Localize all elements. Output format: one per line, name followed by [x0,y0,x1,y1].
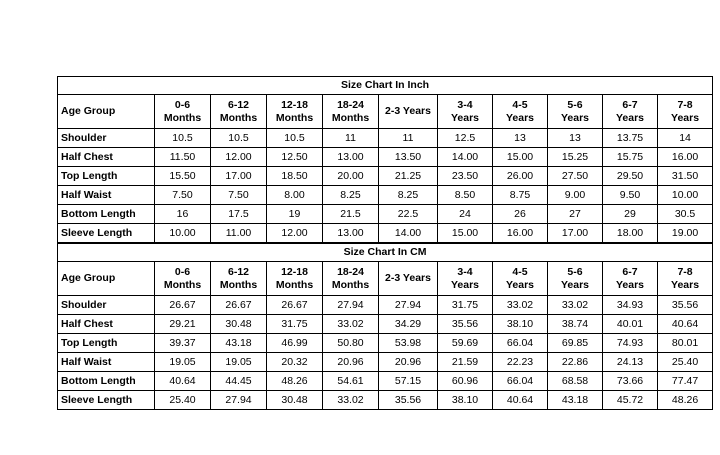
cell: 43.18 [548,391,603,410]
cell: 29.50 [603,167,658,186]
cm-col-4-5-years [493,262,548,296]
cell: 29.21 [155,315,211,334]
cell: 17.00 [211,167,267,186]
cell: 45.72 [603,391,658,410]
cell: 25.40 [155,391,211,410]
row-label: Half Waist [58,353,155,372]
col-line1: 6-12 [227,99,249,112]
cell: 38.10 [438,391,493,410]
cell: 15.50 [155,167,211,186]
cell: 50.80 [323,334,379,353]
cell: 35.56 [438,315,493,334]
cell: 39.37 [155,334,211,353]
table-row [58,148,713,167]
cell: 26.00 [493,167,548,186]
table-row [58,129,713,148]
col-line1: 0-6 [174,99,191,112]
cell: 12.5 [438,129,493,148]
cell: 19 [267,205,323,224]
cell: 21.59 [438,353,493,372]
cell: 33.02 [323,315,379,334]
cell: 33.02 [548,296,603,315]
col-line2: Years [615,278,645,291]
cell: 73.66 [603,372,658,391]
col-line2: Months [219,278,258,291]
row-label: Half Waist [58,186,155,205]
col-line1: 3-4 [457,99,473,112]
cell: 33.02 [323,391,379,410]
inch-col-5-6-years [548,95,603,129]
cell: 17.5 [211,205,267,224]
cell: 66.04 [493,334,548,353]
cm-col-7-8-years [658,262,713,296]
size-chart-container [57,76,700,410]
cell: 15.25 [548,148,603,167]
cell: 9.00 [548,186,603,205]
cell: 29 [603,205,658,224]
cell: 20.00 [323,167,379,186]
cell: 35.56 [658,296,713,315]
col-line2: Years [505,111,535,124]
col-line1: 5-6 [567,99,583,112]
col-line2: Years [450,111,480,124]
row-label: Sleeve Length [58,224,155,244]
col-line2: Months [163,278,202,291]
cell: 30.48 [267,391,323,410]
row-label: Bottom Length [58,372,155,391]
cell: 34.93 [603,296,658,315]
cell: 27.94 [323,296,379,315]
table-row [58,372,713,391]
cell: 8.25 [379,186,438,205]
cm-col-18-24-months [323,262,379,296]
cell: 16 [155,205,211,224]
col-line2: Years [505,278,535,291]
cell: 22.23 [493,353,548,372]
cm-title: Size Chart In CM [58,243,713,262]
cell: 30.48 [211,315,267,334]
cell: 19.05 [211,353,267,372]
cell: 10.00 [658,186,713,205]
cell: 26.67 [211,296,267,315]
cell: 46.99 [267,334,323,353]
inch-col-3-4-years [438,95,493,129]
cell: 13 [493,129,548,148]
col-line2: Months [331,278,370,291]
cell: 12.50 [267,148,323,167]
cell: 27.94 [211,391,267,410]
cell: 31.50 [658,167,713,186]
cell: 10.5 [267,129,323,148]
inch-col-0-6-months [155,95,211,129]
cell: 43.18 [211,334,267,353]
inch-col-2-3-years: 2-3 Years [379,95,438,129]
inch-col-18-24-months [323,95,379,129]
cell: 66.04 [493,372,548,391]
table-row [58,334,713,353]
cell: 8.00 [267,186,323,205]
inch-col-12-18-months [267,95,323,129]
cell: 27.94 [379,296,438,315]
col-line1: 4-5 [512,266,528,279]
cm-title-row [58,243,713,262]
inch-col-7-8-years [658,95,713,129]
cell: 12.00 [267,224,323,244]
table-row [58,186,713,205]
col-line1: 7-8 [677,266,693,279]
col-line2: Years [450,278,480,291]
cell: 13.00 [323,224,379,244]
col-line2: Months [219,111,258,124]
cell: 24 [438,205,493,224]
col-line1: 7-8 [677,99,693,112]
cell: 35.56 [379,391,438,410]
row-label: Shoulder [58,129,155,148]
cell: 14 [658,129,713,148]
cell: 69.85 [548,334,603,353]
col-line1: 18-24 [337,99,364,112]
cm-col-5-6-years [548,262,603,296]
cell: 44.45 [211,372,267,391]
row-label: Shoulder [58,296,155,315]
cell: 27.50 [548,167,603,186]
cell: 13.50 [379,148,438,167]
cell: 59.69 [438,334,493,353]
col-line1: 6-12 [227,266,249,279]
cell: 8.75 [493,186,548,205]
cell: 48.26 [267,372,323,391]
cm-col-2-3-years: 2-3 Years [379,262,438,296]
cell: 14.00 [379,224,438,244]
col-line1: 6-7 [622,266,638,279]
cell: 11.00 [211,224,267,244]
table-row [58,315,713,334]
cell: 15.00 [438,224,493,244]
cell: 38.10 [493,315,548,334]
cell: 20.32 [267,353,323,372]
col-line2: Months [275,278,314,291]
cell: 17.00 [548,224,603,244]
cm-col-6-12-months [211,262,267,296]
cm-header-row [58,262,713,296]
table-row [58,224,713,244]
inch-col-6-7-years [603,95,658,129]
col-line2: Years [560,278,590,291]
col-line1: 3-4 [457,266,473,279]
cell: 26.67 [267,296,323,315]
inch-title-row [58,77,713,95]
cell: 16.00 [493,224,548,244]
cell: 11 [379,129,438,148]
cell: 20.96 [379,353,438,372]
cell: 40.64 [155,372,211,391]
cell: 40.64 [493,391,548,410]
table-row [58,167,713,186]
inch-header-row [58,95,713,129]
size-chart-table [57,76,713,410]
cell: 24.13 [603,353,658,372]
cell: 8.50 [438,186,493,205]
cm-col-0-6-months [155,262,211,296]
cell: 12.00 [211,148,267,167]
table-row [58,296,713,315]
col-line2: Months [331,111,370,124]
cell: 9.50 [603,186,658,205]
cell: 80.01 [658,334,713,353]
cell: 14.00 [438,148,493,167]
col-line1: 0-6 [174,266,191,279]
col-line2: Years [615,111,645,124]
cell: 21.5 [323,205,379,224]
cell: 13.00 [323,148,379,167]
col-line2: Years [560,111,590,124]
cell: 54.61 [323,372,379,391]
cell: 60.96 [438,372,493,391]
cell: 10.5 [155,129,211,148]
table-row [58,205,713,224]
cell: 8.25 [323,186,379,205]
cell: 74.93 [603,334,658,353]
col-line2: Years [671,278,700,291]
cell: 30.5 [658,205,713,224]
cell: 19.05 [155,353,211,372]
cell: 18.00 [603,224,658,244]
col-line1: 4-5 [512,99,528,112]
row-label: Half Chest [58,315,155,334]
cell: 31.75 [438,296,493,315]
cm-col-3-4-years [438,262,493,296]
row-label: Bottom Length [58,205,155,224]
cell: 68.58 [548,372,603,391]
cell: 16.00 [658,148,713,167]
cell: 34.29 [379,315,438,334]
cell: 53.98 [379,334,438,353]
cell: 10.00 [155,224,211,244]
cell: 23.50 [438,167,493,186]
row-label: Top Length [58,167,155,186]
cm-col-12-18-months [267,262,323,296]
cell: 25.40 [658,353,713,372]
table-row [58,391,713,410]
inch-header-agegroup: Age Group [58,95,155,129]
cell: 31.75 [267,315,323,334]
cell: 77.47 [658,372,713,391]
cell: 22.86 [548,353,603,372]
cell: 26 [493,205,548,224]
col-line1: 18-24 [337,266,364,279]
cell: 15.00 [493,148,548,167]
cell: 26.67 [155,296,211,315]
cell: 18.50 [267,167,323,186]
inch-title: Size Chart In Inch [58,77,713,95]
cell: 7.50 [211,186,267,205]
cell: 19.00 [658,224,713,244]
cell: 38.74 [548,315,603,334]
inch-col-4-5-years [493,95,548,129]
cm-col-6-7-years [603,262,658,296]
table-body [58,77,713,410]
cell: 13 [548,129,603,148]
cell: 7.50 [155,186,211,205]
cell: 57.15 [379,372,438,391]
col-line1: 12-18 [281,99,308,112]
cell: 33.02 [493,296,548,315]
col-line2: Months [275,111,314,124]
inch-col-6-12-months [211,95,267,129]
cell: 21.25 [379,167,438,186]
col-line2: Years [671,111,700,124]
cell: 13.75 [603,129,658,148]
cell: 27 [548,205,603,224]
cell: 40.01 [603,315,658,334]
col-line1: 6-7 [622,99,638,112]
col-line1: 5-6 [567,266,583,279]
row-label: Top Length [58,334,155,353]
cell: 15.75 [603,148,658,167]
col-line2: Months [163,111,202,124]
cell: 48.26 [658,391,713,410]
cell: 11.50 [155,148,211,167]
col-line1: 12-18 [281,266,308,279]
cell: 40.64 [658,315,713,334]
cell: 22.5 [379,205,438,224]
row-label: Half Chest [58,148,155,167]
cm-header-agegroup: Age Group [58,262,155,296]
table-row [58,353,713,372]
cell: 10.5 [211,129,267,148]
row-label: Sleeve Length [58,391,155,410]
cell: 11 [323,129,379,148]
cell: 20.96 [323,353,379,372]
